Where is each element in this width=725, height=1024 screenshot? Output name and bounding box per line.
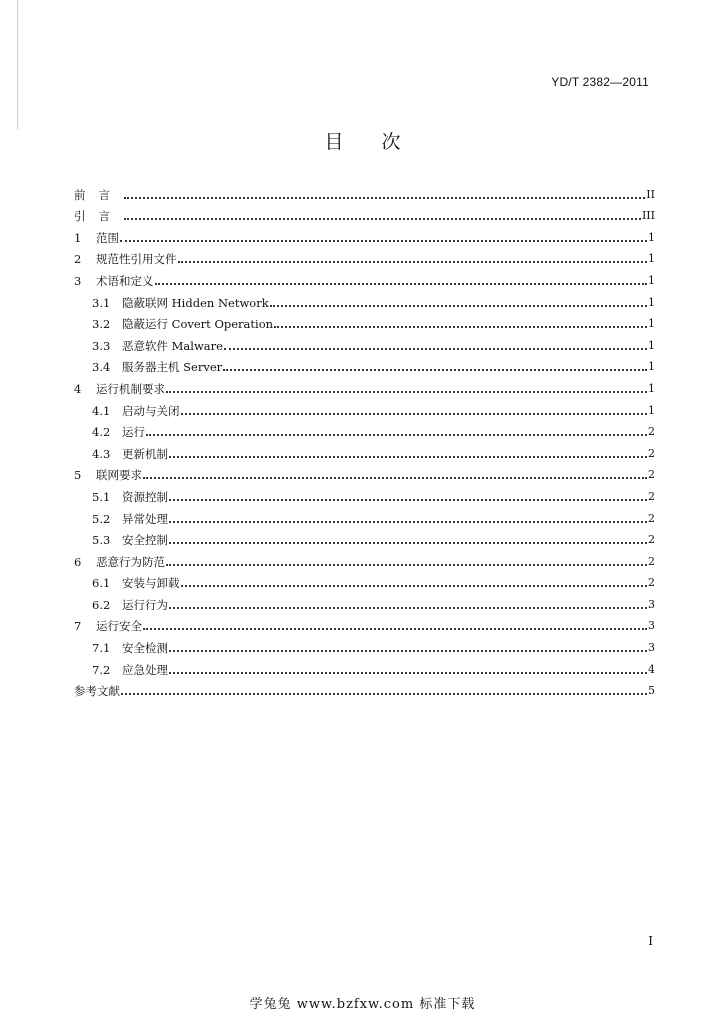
toc-entry[interactable] [74,180,655,202]
dot-leader [169,456,647,458]
toc-entry-label: 术语和定义 [96,273,154,288]
dot-leader [146,434,647,436]
toc-entry[interactable] [74,266,655,288]
dot-leader [178,261,648,263]
toc-entry[interactable] [74,439,655,461]
toc-entry-page: 1 [648,230,655,244]
toc-entry-label: 恶意软件 Malware [122,338,223,353]
toc-entry-number: 7.2 [92,662,111,677]
toc-entry-label: 联网要求 [96,468,142,483]
toc-entry-label: 运行行为 [122,597,168,612]
toc-entry[interactable] [74,547,655,569]
dot-leader [181,585,648,587]
toc-entry-number: 5.2 [92,511,111,526]
toc-entry[interactable] [74,569,655,591]
toc-entry-label: 参考文献 [74,684,120,699]
toc-entry-label: 应急处理 [122,662,168,677]
dot-leader [121,693,647,695]
dot-leader [124,218,641,220]
toc-entry[interactable] [74,396,655,418]
toc-entry-number: 4.3 [92,446,111,461]
toc-entry-page: 1 [648,403,655,417]
toc-entry-number: 5.1 [92,489,111,504]
toc-entry-label: 启动与关闭 [122,403,180,418]
toc-entry-number: 3.1 [92,295,111,310]
toc-entry[interactable] [74,677,655,699]
dot-leader [166,391,647,393]
toc-entry-label: 资源控制 [122,489,168,504]
toc-entry-label: 规范性引用文件 [96,252,177,267]
toc-entry-page: III [641,209,655,223]
toc-entry-number: 3.4 [92,360,111,375]
dot-leader [169,672,647,674]
toc-entry-page: 2 [648,533,655,547]
toc-entry-page: 1 [648,317,655,331]
toc-entry-number: 5 [74,468,82,483]
toc-entry-page: 3 [648,597,655,611]
dot-leader [169,542,647,544]
toc-entry-number: 3.3 [92,338,111,353]
toc-entry[interactable] [74,482,655,504]
toc-entry[interactable] [74,245,655,267]
toc-entry-label: 运行 [122,425,145,440]
toc-entry[interactable] [74,418,655,440]
toc-entry-number: 2 [74,252,82,267]
toc-entry-number: 7 [74,619,82,634]
toc-entry-page: 1 [648,273,655,287]
toc-entry-label: 安全检测 [122,641,168,656]
toc-entry-label: 安装与卸载 [122,576,180,591]
toc-entry-page: II [646,187,655,201]
toc-entry[interactable] [74,461,655,483]
toc-entry[interactable] [74,374,655,396]
toc-entry-page: 3 [648,619,655,633]
toc-entry[interactable] [74,288,655,310]
toc-entry-page: 1 [648,252,655,266]
toc-entry-label: 异常处理 [122,511,168,526]
toc-entry-label: 隐蔽联网 Hidden Network [122,295,269,310]
toc-entry-number: 4 [74,381,82,396]
toc-entry-page: 1 [648,338,655,352]
toc-entry[interactable] [74,526,655,548]
toc-entry-label: 隐蔽运行 Covert Operation [122,317,274,332]
toc-entry-page: 2 [648,425,655,439]
toc-entry-label: 恶意行为防范 [96,554,165,569]
toc-entry-page: 1 [648,360,655,374]
toc-entry-page: 3 [648,641,655,655]
scan-edge-line [17,0,18,130]
toc-entry-page: 1 [648,381,655,395]
dot-leader [274,326,647,328]
toc-entry[interactable] [74,504,655,526]
dot-leader [169,650,647,652]
toc-entry-page: 2 [648,576,655,590]
dot-leader [143,477,647,479]
document-id: YD/T 2382—2011 [551,75,649,89]
toc-entry-page: 1 [648,295,655,309]
toc-entry-number: 6.2 [92,597,111,612]
dot-leader [169,521,647,523]
toc-entry-label: 安全控制 [122,533,168,548]
toc-entry-number: 7.1 [92,641,111,656]
toc-entry-page: 5 [648,684,655,698]
toc-entry[interactable] [74,633,655,655]
dot-leader [169,499,647,501]
toc-entry-number: 5.3 [92,533,111,548]
toc-entry[interactable] [74,310,655,332]
toc-entry-label: 运行机制要求 [96,381,165,396]
dot-leader [124,197,645,199]
toc-entry-page: 2 [648,468,655,482]
toc-entry-page: 2 [648,554,655,568]
dot-leader [120,240,647,242]
toc-entry-number: 3 [74,273,82,288]
toc-entry-label: 服务器主机 Server [122,360,223,375]
toc-entry-label: 引言 [74,209,123,224]
dot-leader [169,607,647,609]
toc-entry-number: 4.2 [92,425,111,440]
dot-leader [166,564,647,566]
dot-leader [224,348,647,350]
table-of-contents [74,180,655,698]
toc-entry[interactable] [74,612,655,634]
toc-entry[interactable] [74,223,655,245]
toc-entry-label: 前言 [74,187,123,202]
toc-entry[interactable] [74,655,655,677]
toc-entry-label: 更新机制 [122,446,168,461]
dot-leader [143,628,647,630]
toc-entry-number: 1 [74,230,82,245]
watermark-footer: 学兔兔 www.bzfxw.com 标准下载 [249,997,476,1012]
toc-entry-number: 6.1 [92,576,111,591]
toc-entry[interactable] [74,353,655,375]
dot-leader [155,283,648,285]
toc-entry-label: 运行安全 [96,619,142,634]
toc-entry[interactable] [74,202,655,224]
dot-leader [223,369,647,371]
dot-leader [181,413,648,415]
toc-entry[interactable] [74,590,655,612]
toc-entry[interactable] [74,331,655,353]
toc-entry-page: 2 [648,489,655,503]
dot-leader [270,305,647,307]
page-number: I [648,934,653,948]
toc-entry-page: 2 [648,446,655,460]
toc-title: 目次 [324,131,439,153]
toc-entry-page: 2 [648,511,655,525]
toc-entry-number: 3.2 [92,317,111,332]
toc-entry-number: 6 [74,554,82,569]
toc-entry-page: 4 [648,662,655,676]
toc-entry-label: 范围 [96,230,119,245]
toc-entry-number: 4.1 [92,403,111,418]
